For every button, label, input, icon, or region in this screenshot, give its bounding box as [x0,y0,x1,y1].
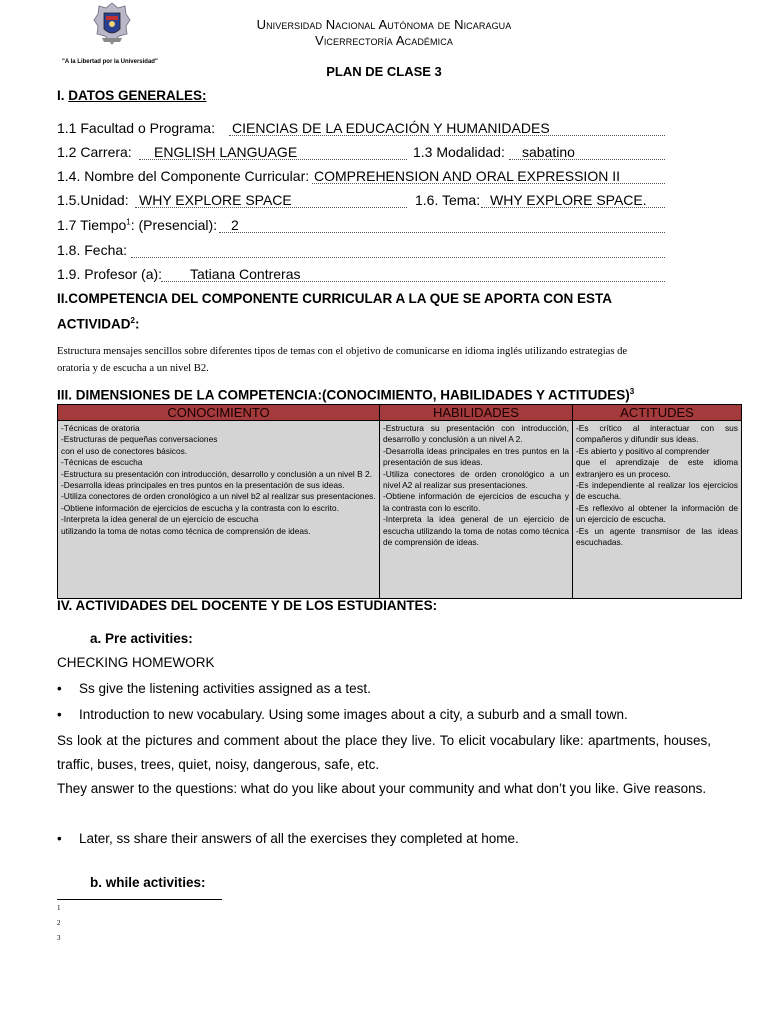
habilidades-item: -Desarrolla ideas principales en tres puntos en la presentación de sus ideas. [383,445,569,468]
tiempo-row [57,217,667,237]
conocimiento-cell [58,421,380,599]
while-activities-title: b. while activities: [90,875,206,890]
activity-paragraph: They answer to the questions: what do you like about your community and what don’t you like. Give reasons. [57,781,707,796]
bullet-icon: • [57,831,62,846]
tiempo-value: 2 [231,217,239,233]
componente-label: 1.4. Nombre del Componente Curricular: [57,168,310,184]
componente-row [57,168,667,188]
activity-paragraph: Ss look at the pictures and comment about the place they live. To elicit vocabulary like: apartments, houses, traffic, buses, trees, quiet, noisy, dangerous, safe, etc. [57,733,711,772]
bullet-item: • Ss give the listening activities assigned as a test. [57,681,371,696]
facultad-label: 1.1 Facultad o Programa: [57,120,215,136]
actitudes-item: -Es crítico al interactuar con sus compañeros y difundir sus ideas. [576,423,738,445]
bullet-item: • Later, ss share their answers of all the exercises they completed at home. [57,831,519,846]
habilidades-cell [380,421,573,599]
conocimiento-item: -Técnicas de oratoria [61,423,140,433]
section-2-title-line1: II.COMPETENCIA DEL COMPONENTE CURRICULAR A LA QUE SE APORTA CON ESTA [57,291,613,306]
tema-label: 1.6. Tema: [415,192,481,208]
conocimiento-item: -Estructuras de pequeñas conversaciones [61,434,218,445]
fecha-row [57,242,667,262]
carrera-value: ENGLISH LANGUAGE [154,144,298,160]
unidad-tema-row [57,192,667,212]
conocimiento-item: -Interpreta la idea general de un ejercicio de escucha [61,514,259,525]
bullet-item: • Introduction to new vocabulary. Using some images about a city, a suburb and a small town. [57,707,628,722]
conocimiento-item: utilizando la toma de notas como técnica de comprensión de ideas. [61,525,311,536]
unidad-value: WHY EXPLORE SPACE [139,192,292,208]
bullet-icon: • [57,681,62,696]
habilidades-item: -Interpreta la idea general de un ejercicio de escucha utilizando la toma de notas como técnica de comprensión de ideas. [383,514,569,548]
tema-value: WHY EXPLORE SPACE. [490,192,647,208]
header-actitudes: ACTITUDES [573,405,742,421]
actitudes-item: -Es un agente transmisor de las ideas escuchadas. [576,525,738,548]
actitudes-item: -Es independiente al realizar los ejercicios de escucha. [576,480,738,502]
footnote-separator [57,899,222,900]
competencia-text: Estructura mensajes sencillos sobre diferentes tipos de temas con el objetivo de comunicarse en idioma inglés utilizando estrategias de oratoria y de escucha a un nivel B2. [57,346,628,374]
actitudes-item: -Es abierto y positivo al comprender [576,445,710,456]
conocimiento-item: -Estructura su presentación con introducción, desarrollo y conclusión a un nivel B 2. [61,468,372,479]
profesor-label: 1.9. Profesor (a): [57,266,163,282]
university-crest-icon [92,2,132,46]
dimensions-table [57,404,742,599]
footnote-3: 3 [57,934,61,942]
pre-activities-title: a. Pre activities: [90,631,193,646]
actitudes-item: -Es reflexivo al obtener la información de un ejercicio de escucha. [576,502,738,525]
footnote-1: 1 [57,904,61,912]
fecha-label: 1.8. Fecha: [57,242,128,258]
modalidad-value: sabatino [522,144,575,160]
university-name: Universidad Nacional Autónoma de Nicaragua [256,17,512,32]
checking-homework: CHECKING HOMEWORK [57,655,215,670]
facultad-value: CIENCIAS DE LA EDUCACIÓN Y HUMANIDADES [232,120,550,136]
carrera-row [57,144,667,164]
vicerrectoria-name: Vicerrectoría Académica [315,33,453,48]
tiempo-label: 1.7 Tiempo$^1$: (Presencial): [57,217,218,233]
university-motto: "A la Libertad por la Universidad" [62,59,158,65]
section-1-title: I. DATOS GENERALES: [57,88,207,103]
facultad-row [57,120,667,140]
modalidad-label: 1.3 Modalidad: [413,144,505,160]
habilidades-item: -Estructura su presentación con introducción, desarrollo y conclusión a un nivel A 2. [383,423,569,445]
section-4-title: IV. ACTIVIDADES DEL DOCENTE Y DE LOS ESTUDIANTES: [57,598,438,613]
unidad-label: 1.5.Unidad: [57,192,129,208]
carrera-label: 1.2 Carrera: [57,144,132,160]
conocimiento-item: -Desarrolla ideas principales en tres puntos en la presentación de sus ideas. [61,480,345,491]
actitudes-cell [573,421,742,599]
conocimiento-item: -Técnicas de escucha [61,457,143,468]
page-title: PLAN DE CLASE 3 [326,64,442,79]
section-3-title: III. DIMENSIONES DE LA COMPETENCIA:(CONOCIMIENTO, HABILIDADES Y ACTITUDES)$^3$ [57,387,635,403]
section-2-title-line2: ACTIVIDAD$^2$: [57,316,140,332]
bullet-icon: • [57,707,62,722]
header-conocimiento: CONOCIMIENTO [58,405,380,421]
header-habilidades: HABILIDADES [380,405,573,421]
conocimiento-item: con el uso de conectores básicos. [61,445,188,456]
habilidades-item: -Utiliza conectores de orden cronológico a un nivel A2 al realizar sus presentaciones. [383,468,569,491]
componente-value: COMPREHENSION AND ORAL EXPRESSION II [314,168,620,184]
profesor-value: Tatiana Contreras [190,266,301,282]
habilidades-item: -Obtiene información de ejercicios de escucha y la contrasta con lo escrito. [383,491,569,513]
conocimiento-item: -Obtiene información de ejercicios de escucha y la contrasta con lo escrito. [61,502,339,513]
conocimiento-item: -Utiliza conectores de orden cronológico a un nivel b2 al realizar sus presentaciones. [61,491,376,502]
actitudes-item: que el aprendizaje de este idioma extranjero es un proceso. [576,457,738,479]
profesor-row [57,266,667,286]
footnote-2: 2 [57,919,61,927]
